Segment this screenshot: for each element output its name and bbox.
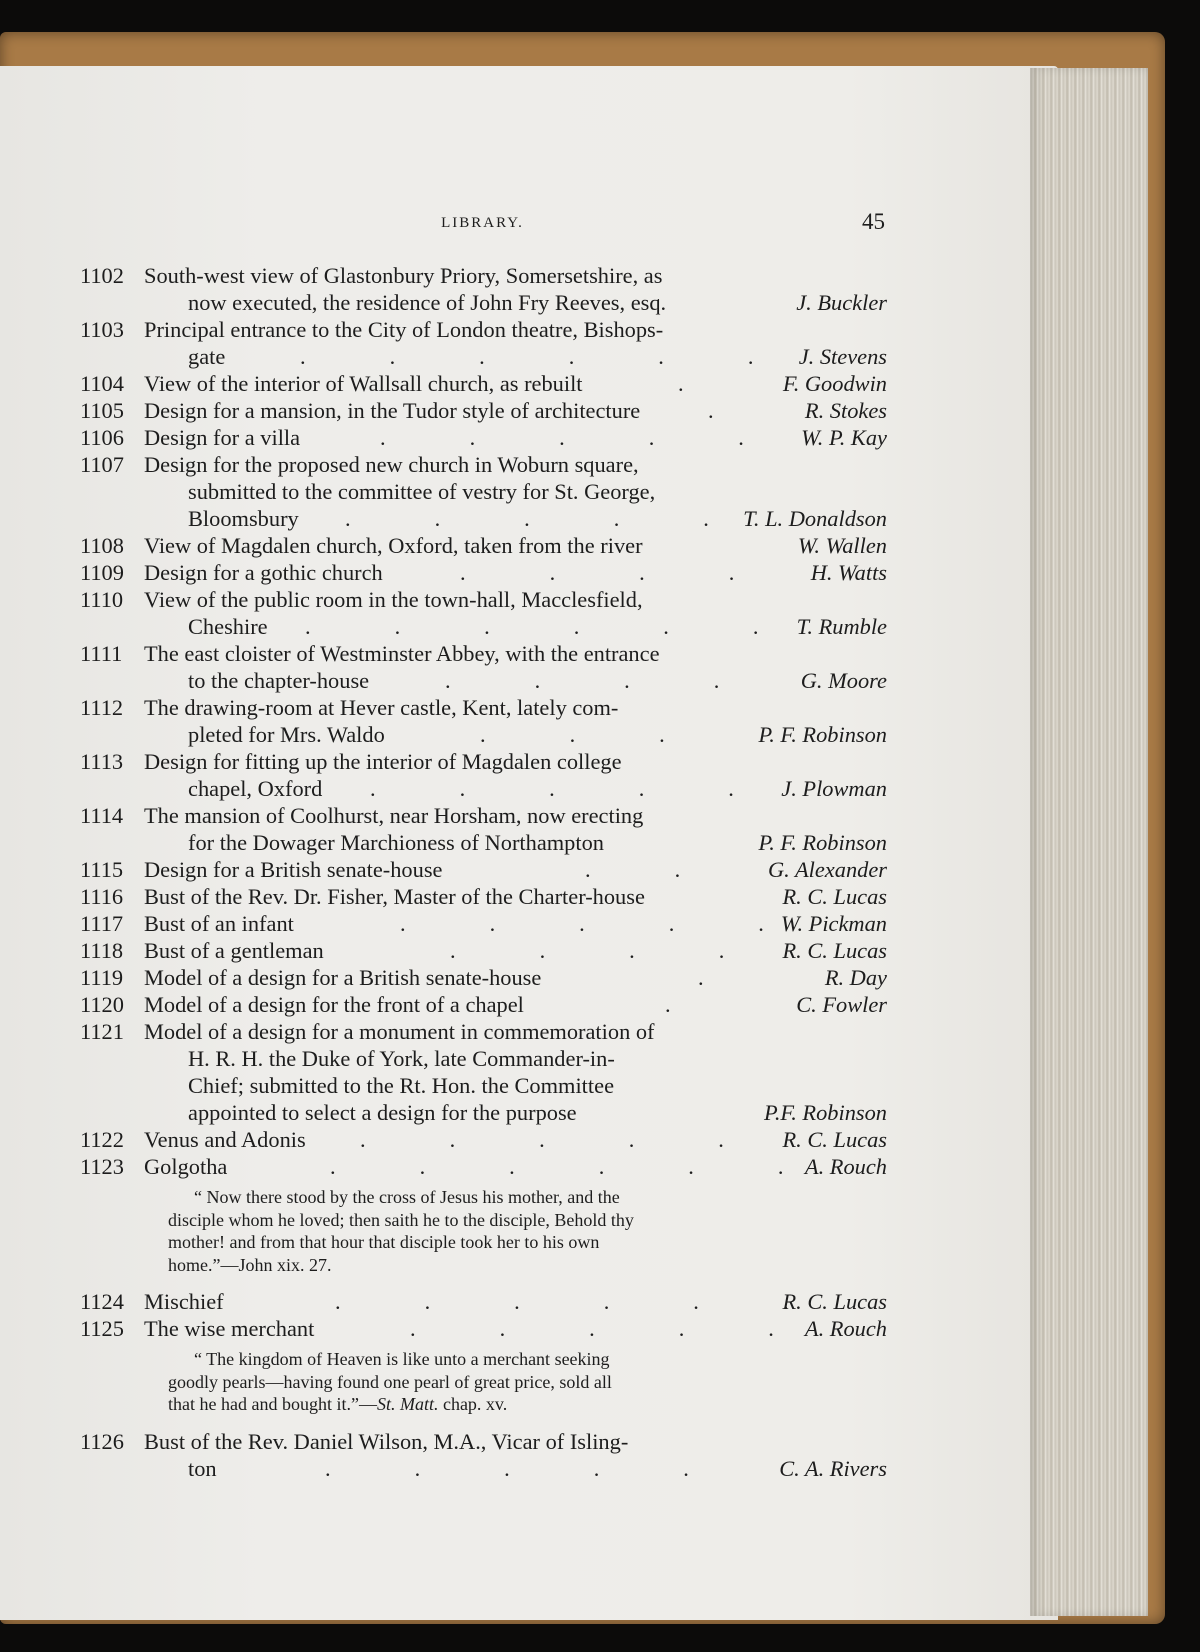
entry-artist: W. Wallen [797, 533, 887, 558]
entry-artist: J. Buckler [796, 290, 887, 315]
catalogue-entry-1126 [80, 1428, 885, 1455]
quote-text: that he had and bought it.”— [168, 1394, 377, 1414]
entry-artist: W. P. Kay [801, 425, 887, 450]
leader-dots: . [698, 965, 704, 990]
catalogue-entry-1119 [80, 964, 885, 991]
catalogue-entry-1122 [80, 1126, 885, 1153]
entry-artist: P. F. Robinson [758, 830, 887, 855]
entry-title-continued: chapel, Oxford [188, 776, 323, 801]
entry-line [80, 1072, 885, 1099]
catalogue-entry-1103 [80, 316, 885, 343]
leader-dots: . . . . . [410, 1316, 774, 1341]
catalogue-entry-1107 [80, 451, 885, 478]
entry-title-continued: H. R. H. the Duke of York, late Commander-in- [188, 1046, 615, 1071]
entry-title: Golgotha [144, 1154, 228, 1179]
entry-line [80, 721, 885, 748]
entry-line [80, 478, 885, 505]
entry-artist: R. C. Lucas [782, 938, 887, 963]
entry-artist: T. Rumble [796, 614, 887, 639]
entry-title: The drawing-room at Hever castle, Kent, lately com- [144, 695, 619, 720]
entry-artist: F. Goodwin [782, 371, 887, 396]
entry-artist: P.F. Robinson [764, 1100, 887, 1125]
entry-artist: A. Rouch [804, 1154, 887, 1179]
entry-title-continued: to the chapter-house [188, 668, 370, 693]
entry-title: Mischief [144, 1289, 224, 1314]
entry-number: 1118 [80, 938, 124, 963]
catalogue-entry-1102 [80, 262, 885, 289]
entry-line [80, 289, 885, 316]
catalogue-entry-1121 [80, 1018, 885, 1045]
entry-title: Bust of a gentleman [144, 938, 324, 963]
catalogue-entry-1104 [80, 370, 885, 397]
entry-artist: G. Moore [800, 668, 887, 693]
entry-title-continued: appointed to select a design for the purpose [188, 1100, 577, 1125]
entry-number: 1106 [80, 425, 124, 450]
entry-title: The east cloister of Westminster Abbey, with the entrance [144, 641, 660, 666]
merchant-quotation [168, 1348, 868, 1416]
entry-number: 1105 [80, 398, 124, 423]
quote-citation-book: St. Matt. [376, 1394, 439, 1414]
catalogue-entry-1112 [80, 694, 885, 721]
entry-number: 1122 [80, 1127, 124, 1152]
catalogue-entry-1115 [80, 856, 885, 883]
entry-title-continued: Bloomsbury [188, 506, 299, 531]
catalogue-entry-1111 [80, 640, 885, 667]
entry-line [80, 1045, 885, 1072]
entry-title: View of the interior of Wallsall church, as rebuilt [144, 371, 583, 396]
entry-number: 1115 [80, 857, 124, 882]
entry-title: Model of a design for a monument in commemoration of [144, 1019, 655, 1044]
leader-dots: . [678, 371, 684, 396]
catalogue-entry-1113 [80, 748, 885, 775]
leader-dots: . . . . . . [330, 1154, 784, 1179]
leader-dots: . . . . [450, 938, 725, 963]
entry-title-continued: now executed, the residence of John Fry Reeves, esq. [188, 290, 667, 315]
quote-line: “ The kingdom of Heaven is like unto a merchant seeking [194, 1349, 610, 1369]
entry-title: Design for fitting up the interior of Magdalen college [144, 749, 622, 774]
entry-number: 1112 [80, 695, 124, 720]
entry-number: 1124 [80, 1289, 124, 1314]
entry-title: The wise merchant [144, 1316, 315, 1341]
entry-artist: C. Fowler [796, 992, 887, 1017]
running-head [80, 209, 885, 237]
entry-title-continued: Chief; submitted to the Rt. Hon. the Committee [188, 1073, 615, 1098]
leader-dots: . . . . . . [305, 614, 759, 639]
leader-dots: . . . . . [380, 425, 744, 450]
entry-title-continued: Cheshire [188, 614, 268, 639]
entry-number: 1117 [80, 911, 124, 936]
quote-line [168, 1393, 868, 1416]
entry-line [80, 613, 885, 640]
golgotha-quotation [168, 1186, 868, 1276]
entry-title: View of the public room in the town-hall, Macclesfield, [144, 587, 643, 612]
entry-artist: P. F. Robinson [758, 722, 887, 747]
quote-line: disciple whom he loved; then saith he to the disciple, Behold thy [168, 1209, 634, 1230]
entry-number: 1120 [80, 992, 124, 1017]
leader-dots: . . . . . [345, 506, 709, 531]
quote-line: home.”—John xix. 27. [168, 1254, 332, 1275]
spacer [80, 1276, 885, 1288]
entry-number: 1123 [80, 1154, 124, 1179]
entry-title: Bust of the Rev. Dr. Fisher, Master of the Charter-house [144, 884, 645, 909]
entry-number: 1116 [80, 884, 124, 909]
entry-title: Design for a British senate-house [144, 857, 443, 882]
entry-number: 1102 [80, 263, 124, 288]
entry-artist: R. C. Lucas [782, 1289, 887, 1314]
entry-artist: R. Stokes [804, 398, 887, 423]
catalogue-entry-1118 [80, 937, 885, 964]
quote-citation-chapter: chap. xv. [438, 1394, 508, 1414]
leader-dots: . . . . . [400, 911, 764, 936]
entry-title: Design for a gothic church [144, 560, 383, 585]
catalogue-entry-1116 [80, 883, 885, 910]
entry-number: 1125 [80, 1316, 124, 1341]
entry-number: 1109 [80, 560, 124, 585]
catalogue-entries [80, 262, 885, 1482]
entry-line [80, 505, 885, 532]
entry-title: View of Magdalen church, Oxford, taken from the river [144, 533, 643, 558]
leader-dots: . . . [480, 722, 665, 747]
entry-artist: R. Day [824, 965, 887, 990]
entry-number: 1119 [80, 965, 124, 990]
page-fore-edge [1030, 68, 1148, 1616]
leader-dots: . . . . . . [335, 1289, 789, 1314]
catalogue-entry-1124 [80, 1288, 885, 1315]
leader-dots: . [665, 992, 671, 1017]
page-number: 45 [862, 209, 885, 234]
entry-number: 1103 [80, 317, 124, 342]
entry-title: Principal entrance to the City of London theatre, Bishops- [144, 317, 664, 342]
entry-artist: J. Plowman [781, 776, 887, 801]
entry-title-continued: for the Dowager Marchioness of Northampton [188, 830, 604, 855]
entry-artist: G. Alexander [768, 857, 887, 882]
entry-number: 1110 [80, 587, 124, 612]
entry-number: 1114 [80, 803, 124, 828]
entry-title-continued: pleted for Mrs. Waldo [188, 722, 385, 747]
leader-dots: . . . . . [360, 1127, 724, 1152]
entry-title: Bust of the Rev. Daniel Wilson, M.A., Vicar of Isling- [144, 1428, 629, 1454]
entry-title: Design for the proposed new church in Woburn square, [144, 452, 639, 477]
entry-artist: R. C. Lucas [782, 884, 887, 909]
entry-title: South-west view of Glastonbury Priory, Somersetshire, as [144, 263, 663, 288]
catalogue-entry-1123 [80, 1153, 885, 1180]
quote-line: mother! and from that hour that disciple took her to his own [168, 1232, 600, 1252]
entry-artist: C. A. Rivers [779, 1455, 887, 1481]
entry-number: 1108 [80, 533, 124, 558]
quote-line: goodly pearls—having found one pearl of great price, sold all [168, 1371, 612, 1392]
leader-dots: . . . . [445, 668, 720, 693]
catalogue-entry-1106 [80, 424, 885, 451]
entry-artist: W. Pickman [780, 911, 887, 936]
entry-title: Model of a design for a British senate-house [144, 965, 542, 990]
quote-line: “ Now there stood by the cross of Jesus his mother, and the [194, 1187, 620, 1207]
catalogue-entry-1117 [80, 910, 885, 937]
entry-line [80, 829, 885, 856]
entry-line [80, 775, 885, 802]
entry-number: 1104 [80, 371, 124, 396]
leader-dots: . [708, 398, 714, 423]
entry-line [80, 667, 885, 694]
entry-number: 1126 [80, 1428, 124, 1454]
entry-number: 1113 [80, 749, 124, 774]
leader-dots: . . . . . [370, 776, 734, 801]
entry-line [80, 1455, 885, 1482]
entry-number: 1107 [80, 452, 124, 477]
entry-line [80, 343, 885, 370]
entry-title: Bust of an infant [144, 911, 294, 936]
catalogue-entry-1120 [80, 991, 885, 1018]
entry-title: Design for a villa [144, 425, 301, 450]
entry-artist: T. L. Donaldson [743, 506, 887, 531]
catalogue-entry-1125 [80, 1315, 885, 1342]
entry-artist: A. Rouch [804, 1316, 887, 1341]
leader-dots: . . . . . [325, 1455, 689, 1481]
entry-artist: H. Watts [810, 560, 887, 585]
catalogue-entry-1108 [80, 532, 885, 559]
entry-title-continued: gate [188, 344, 226, 369]
entry-title: Model of a design for the front of a chapel [144, 992, 524, 1017]
entry-title-continued: submitted to the committee of vestry for St. George, [188, 479, 656, 504]
entry-number: 1121 [80, 1019, 124, 1044]
catalogue-entry-1114 [80, 802, 885, 829]
entry-artist: R. C. Lucas [782, 1127, 887, 1152]
entry-title: Design for a mansion, in the Tudor style of architecture [144, 398, 641, 423]
catalogue-entry-1110 [80, 586, 885, 613]
entry-artist: J. Stevens [798, 344, 887, 369]
entry-title: Venus and Adonis [144, 1127, 306, 1152]
catalogue-entry-1109 [80, 559, 885, 586]
entry-line [80, 1099, 885, 1126]
spacer [80, 1416, 885, 1428]
catalogue-entry-1105 [80, 397, 885, 424]
leader-dots: . . . . [460, 560, 735, 585]
entry-title-continued: ton [188, 1455, 217, 1481]
leader-dots: . . [585, 857, 681, 882]
entry-title: The mansion of Coolhurst, near Horsham, now erecting [144, 803, 644, 828]
leader-dots: . . . . . . [300, 344, 754, 369]
page-text [80, 0, 885, 1552]
entry-number: 1111 [80, 641, 123, 666]
running-title: LIBRARY. [441, 215, 524, 231]
